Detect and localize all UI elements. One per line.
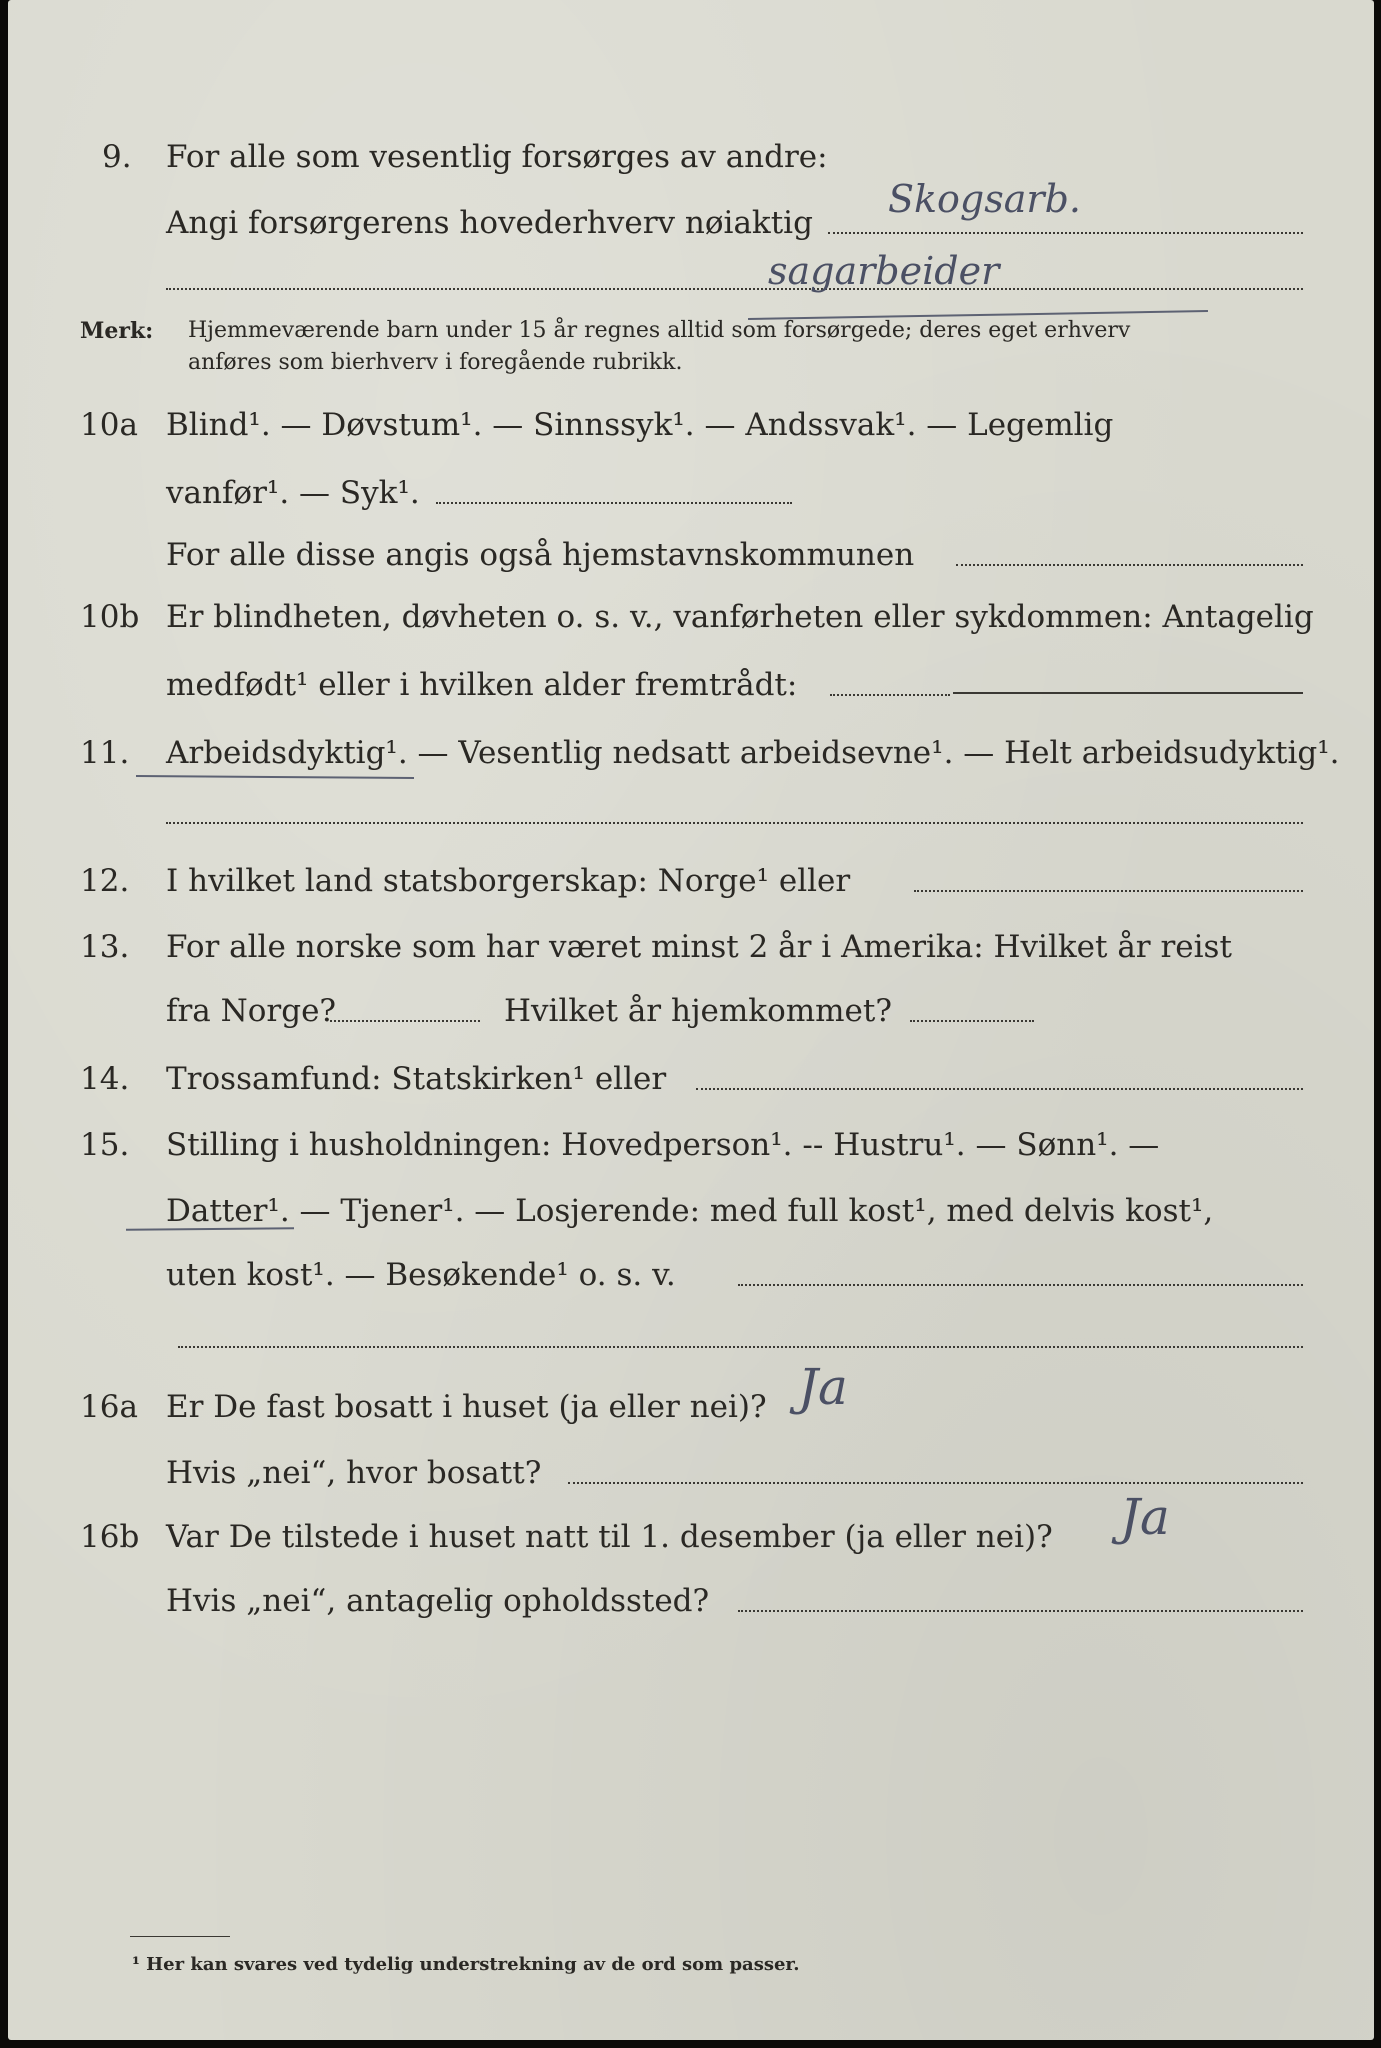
q9-handwritten-answer1: Skogsarb. xyxy=(888,177,1081,221)
q10b-answer-dots[interactable] xyxy=(830,694,950,696)
q11-number: 11. xyxy=(80,735,130,771)
q9-answer-line2[interactable] xyxy=(166,288,1303,290)
q14-line1: Trossamfund: Statskirken¹ eller xyxy=(166,1061,667,1097)
footnote-rule xyxy=(130,1936,230,1937)
q15-line3: uten kost¹. — Besøkende¹ o. s. v. xyxy=(166,1257,676,1293)
q15-number: 15. xyxy=(80,1127,130,1163)
q13-departure-year-line[interactable] xyxy=(330,1020,480,1022)
form-page xyxy=(8,0,1374,2040)
q13-number: 13. xyxy=(80,929,130,965)
q9-number: 9. xyxy=(102,139,132,175)
q16b-line1: Var De tilstede i huset natt til 1. desember (ja eller nei)? xyxy=(166,1519,1053,1555)
q13-line2-left: fra Norge? xyxy=(166,993,337,1029)
q15-pencil-underline xyxy=(126,1227,294,1230)
q10a-number: 10a xyxy=(80,407,138,443)
q10a-municipality-line[interactable] xyxy=(956,564,1303,566)
q16b-line2: Hvis „nei“, antagelig opholdssted? xyxy=(166,1583,710,1619)
q15-extra-line[interactable] xyxy=(178,1346,1303,1348)
q12-line1: I hvilket land statsborgerskap: Norge¹ eller xyxy=(166,863,851,899)
q10a-line3: For alle disse angis også hjemstavnskommunen xyxy=(166,537,915,573)
q10a-line1: Blind¹. — Døvstum¹. — Sinnssyk¹. — Andssvak¹. — Legemlig xyxy=(166,407,1114,443)
q16a-handwritten-answer: Ja xyxy=(798,1358,848,1416)
q11-line1: Arbeidsdyktig¹. — Vesentlig nedsatt arbeidsevne¹. — Helt arbeidsudyktig¹. xyxy=(166,735,1340,771)
q16b-location-line[interactable] xyxy=(738,1610,1303,1612)
q16b-handwritten-answer: Ja xyxy=(1120,1488,1170,1546)
q15-answer-line[interactable] xyxy=(738,1284,1303,1286)
merk-label: Merk: xyxy=(80,318,154,344)
q16a-residence-line[interactable] xyxy=(568,1482,1303,1484)
merk-line1: Hjemmeværende barn under 15 år regnes alltid som forsørgede; deres eget erhverv xyxy=(188,318,1131,343)
q12-answer-line[interactable] xyxy=(914,890,1303,892)
q10a-line2: vanfør¹. — Syk¹. xyxy=(166,475,420,511)
q10b-answer-line[interactable] xyxy=(953,692,1303,694)
q14-number: 14. xyxy=(80,1061,130,1097)
merk-line2: anføres som bierhverv i foregående rubrikk. xyxy=(188,350,683,375)
q9-answer-line1[interactable] xyxy=(828,232,1303,234)
q11-pencil-underline xyxy=(136,775,414,779)
q14-answer-line[interactable] xyxy=(696,1088,1303,1090)
q16a-line2: Hvis „nei“, hvor bosatt? xyxy=(166,1455,542,1491)
q9-line1: For alle som vesentlig forsørges av andre: xyxy=(166,139,828,175)
q10b-line1: Er blindheten, døvheten o. s. v., vanførheten eller sykdommen: Antagelig xyxy=(166,599,1314,635)
q10a-answer-line[interactable] xyxy=(436,502,792,504)
q9-handwritten-answer2: sagarbeider xyxy=(768,249,1000,293)
q13-return-year-line[interactable] xyxy=(910,1020,1034,1022)
q9-line2: Angi forsørgerens hovederhverv nøiaktig xyxy=(166,205,813,241)
q15-line1: Stilling i husholdningen: Hovedperson¹. -- Hustru¹. — Sønn¹. — xyxy=(166,1127,1160,1163)
q16a-number: 16a xyxy=(80,1389,138,1425)
footnote: ¹ Her kan svares ved tydelig understrekning av de ord som passer. xyxy=(132,1954,800,1975)
q10b-number: 10b xyxy=(80,599,140,635)
q13-line2-right: Hvilket år hjemkommet? xyxy=(504,993,892,1029)
q12-number: 12. xyxy=(80,863,130,899)
q13-line1: For alle norske som har været minst 2 år i Amerika: Hvilket år reist xyxy=(166,929,1232,965)
q15-line2: Datter¹. — Tjener¹. — Losjerende: med full kost¹, med delvis kost¹, xyxy=(166,1193,1214,1229)
q11-answer-line[interactable] xyxy=(166,822,1303,824)
q16a-line1: Er De fast bosatt i huset (ja eller nei)? xyxy=(166,1389,767,1425)
q16b-number: 16b xyxy=(80,1519,140,1555)
q10b-line2: medfødt¹ eller i hvilken alder fremtrådt: xyxy=(166,667,798,703)
